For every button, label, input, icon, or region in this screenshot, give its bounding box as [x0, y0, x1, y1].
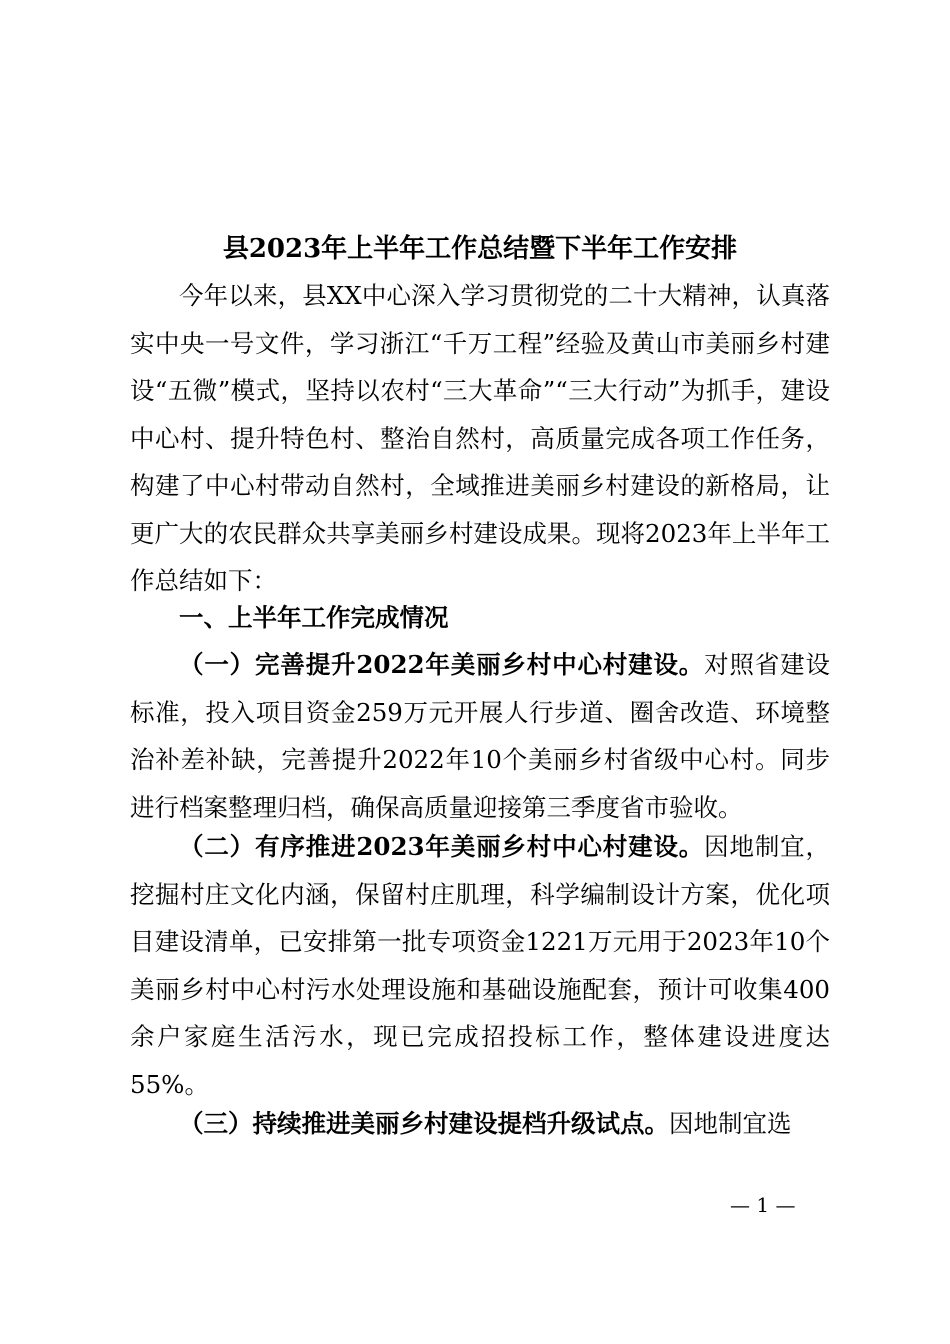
- item-paragraph-3: [130, 1100, 830, 1148]
- item-body-1: 对照省建设标准，投入项目资金259万元开展人行步道、圈舍改造、环境整治补差补缺，完善提升2022年10个美丽乡村省级中心村。同步进行档案整理归档，确保高质量迎接第三季度省市验收。: [130, 650, 830, 822]
- item-paragraph-1: [130, 641, 830, 831]
- item-lead-3: （三）持续推进美丽乡村建设提档升级试点。: [179, 1109, 669, 1138]
- document-title: 县2023年上半年工作总结暨下半年工作安排: [222, 234, 738, 264]
- item-body-3: 因地制宜选: [669, 1109, 792, 1138]
- item-lead-2: （二）有序推进2023年美丽乡村中心村建设。: [179, 832, 705, 861]
- item-lead-1: （一）完善提升2022年美丽乡村中心村建设。: [179, 650, 705, 679]
- section-heading: 一、上半年工作完成情况: [179, 603, 449, 632]
- intro-paragraph: 今年以来，县XX中心深入学习贯彻党的二十大精神，认真落实中央一号文件，学习浙江“千万工程”经验及黄山市美丽乡村建设“五微”模式，坚持以农村“三大革命”“三大行动”为抓手，建设中心村、提升特色村、整治自然村，高质量完成各项工作任务，构建了中心村带动自然村，全域推进美丽乡村建设的新格局，让更广大的农民群众共享美丽乡村建设成果。现将2023年上半年工作总结如下：: [130, 281, 830, 595]
- page-number: — 1 —: [730, 1193, 796, 1217]
- item-body-2: 因地制宜，挖掘村庄文化内涵，保留村庄肌理，科学编制设计方案，优化项目建设清单，已安排第一批专项资金1221万元用于2023年10个美丽乡村中心村污水处理设施和基础设施配套，预计可收集400余户家庭生活污水，现已完成招投标工作，整体建设进度达55%。: [130, 832, 830, 1099]
- item-paragraph-2: [130, 823, 830, 1108]
